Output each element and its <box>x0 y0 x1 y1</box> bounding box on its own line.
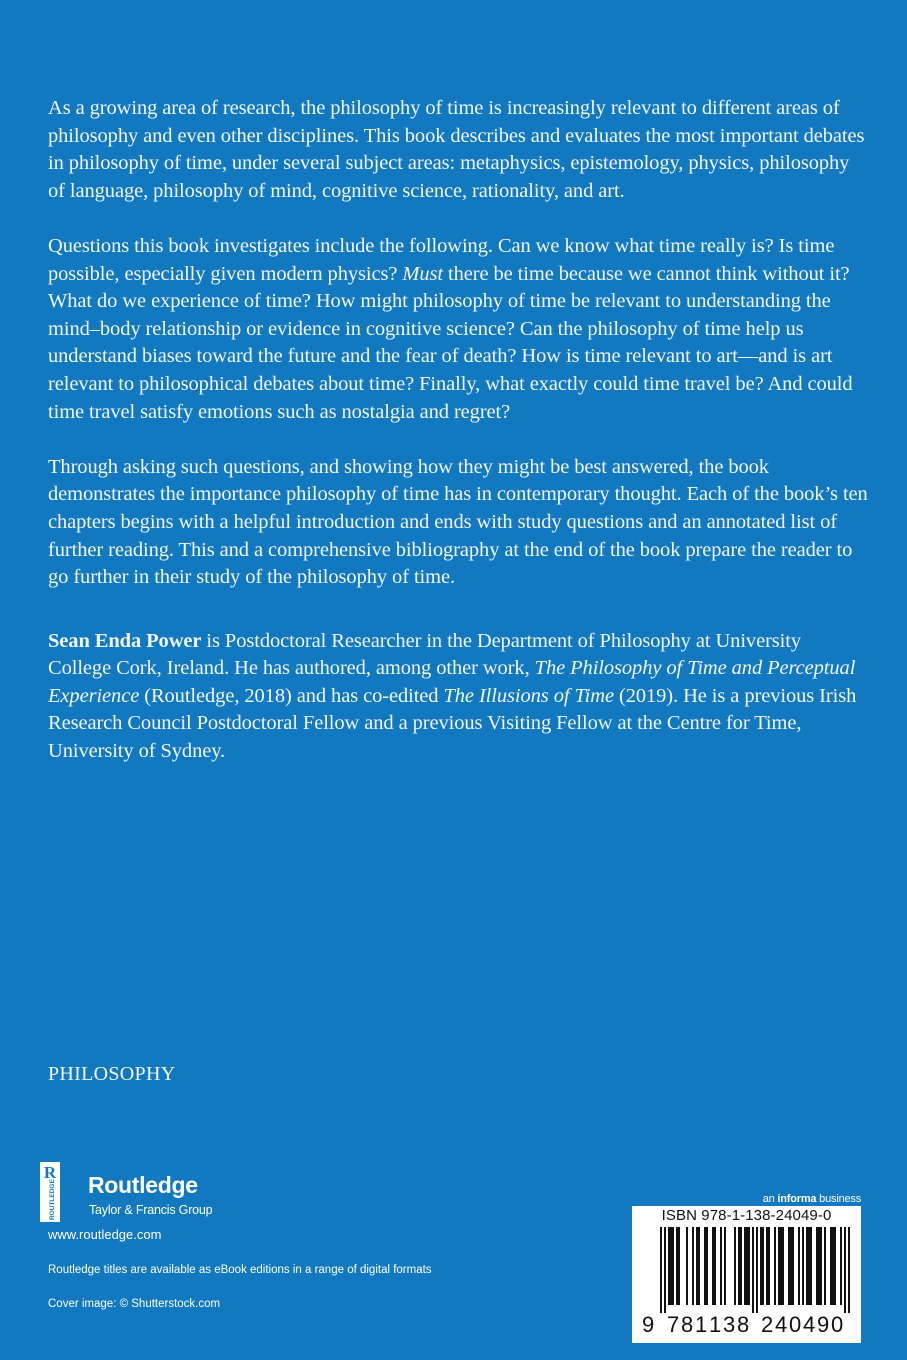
barcode-digit-12: 0 <box>831 1312 844 1337</box>
barcode-bar-43 <box>820 1227 822 1305</box>
barcode-digit-4: 1 <box>709 1312 722 1337</box>
barcode-bar-42 <box>818 1227 820 1305</box>
barcode-bar-21 <box>746 1227 748 1305</box>
publisher-url[interactable]: www.routledge.com <box>48 1227 162 1242</box>
author-name: Sean Enda Power <box>48 629 202 652</box>
informa-prefix: an <box>762 1193 778 1205</box>
author-bio-text-1: is Postdoctoral Researcher in the Department of Philosophy at University College Cork, Ireland. He has authored, among other work, <box>48 629 802 680</box>
barcode-bar-7 <box>686 1227 688 1305</box>
barcode-bar-41 <box>816 1227 818 1305</box>
barcode-bar-47 <box>834 1227 836 1305</box>
barcode-digit-10: 4 <box>803 1312 816 1337</box>
barcode-bar-17 <box>734 1227 736 1305</box>
barcode-bar-35 <box>792 1227 794 1305</box>
barcode-bar-2 <box>668 1227 670 1305</box>
barcode-bar-28 <box>768 1227 770 1305</box>
barcode-digit-0: 9 <box>642 1312 655 1337</box>
isbn-label: ISBN 978-1-138-24049-0 <box>661 1207 832 1224</box>
informa-tagline <box>763 1193 861 1205</box>
barcode-bar-14 <box>714 1227 716 1305</box>
description-paragraph-1: As a growing area of research, the philosophy of time is increasingly relevant to different areas of philosophy and even other disciplines. This book describes and evaluates the most important debates in philosophy of time, under several subject areas: metaphysics, epistemology, physics, philosophy of language, philosophy of mind, cognitive science, rationality, and art. <box>48 97 865 202</box>
barcode-digit-5: 3 <box>723 1312 736 1337</box>
barcode-bar-40 <box>810 1227 812 1305</box>
informa-suffix: business <box>816 1193 861 1205</box>
author-bio-text-3: (2019). He is a previous Irish Research Council Postdoctoral Fellow and a previous Visiting Fellow at the Centre for Time, University of Sydney. <box>48 684 857 763</box>
barcode-bar-25 <box>760 1227 762 1305</box>
barcode-digit-1: 7 <box>667 1312 680 1337</box>
barcode-bar-34 <box>790 1227 792 1305</box>
description-paragraph-3: Through asking such questions, and showing how they might be best answered, the book demonstrates the importance philosophy of time has in contemporary thought. Each of the book’s ten chapters begins with a helpful introduction and ends with study questions and an annotated list of further reading. This and a comprehensive bibliography at the end of the book prepare the reader to go further in their study of the philosophy of time. <box>48 455 868 589</box>
barcode-bar-44 <box>824 1227 826 1305</box>
routledge-logo-icon <box>40 1162 60 1222</box>
description-paragraph-2 <box>48 233 868 426</box>
barcode-bar-9 <box>696 1227 698 1305</box>
barcode-bar-3 <box>670 1227 672 1305</box>
logo-letter: R <box>43 1163 57 1182</box>
subject-category: PHILOSOPHY <box>48 1063 176 1085</box>
barcode-bars-icon <box>638 1227 856 1313</box>
barcode-bar-27 <box>766 1227 768 1305</box>
barcode-digit-7: 2 <box>761 1312 774 1337</box>
barcode-bar-1 <box>664 1227 666 1313</box>
barcode-bar-46 <box>832 1227 834 1305</box>
barcode-bar-13 <box>712 1227 714 1305</box>
barcode-bar-31 <box>780 1227 782 1305</box>
barcode-bar-19 <box>740 1227 742 1305</box>
informa-brand: informa <box>777 1193 817 1205</box>
barcode-bar-20 <box>744 1227 746 1305</box>
publisher-name: Routledge <box>88 1172 198 1198</box>
author-book-2: The Illusions of Time <box>443 684 614 707</box>
cover-blurb <box>48 95 868 793</box>
paragraph-2-part-2: there be time because we cannot think without it? What do we experience of time? How might philosophy of time be relevant to understanding the mind–body relationship or evidence in cognitive science? Can the philosophy of time help us understand biases toward the future and the fear of death? How is time relevant to art—and is art relevant to philosophical debates about time? Finally, what exactly could time travel be? And could time travel satisfy emotions such as nostalgia and regret? <box>48 262 853 423</box>
publisher-logo <box>40 1162 300 1222</box>
barcode-digit-11: 9 <box>817 1312 830 1337</box>
barcode-digit-2: 8 <box>681 1312 694 1337</box>
barcode-bar-26 <box>762 1227 764 1305</box>
barcode-bar-30 <box>778 1227 780 1305</box>
barcode-bar-24 <box>756 1227 758 1313</box>
barcode-bar-15 <box>720 1227 722 1305</box>
barcode-bar-29 <box>774 1227 776 1305</box>
isbn-barcode <box>632 1206 861 1343</box>
barcode-bar-48 <box>840 1227 842 1305</box>
barcode-bar-16 <box>724 1227 726 1305</box>
author-bio-text-2: (Routledge, 2018) and has co-edited <box>139 684 444 707</box>
author-book-1: The Philosophy of Time and Perceptual Experience <box>48 657 856 707</box>
barcode-digit-8: 4 <box>775 1312 788 1337</box>
barcode-bar-6 <box>678 1227 680 1305</box>
logo-vertical-text: ROUTLEDGE <box>49 1179 56 1220</box>
barcode-bar-37 <box>802 1227 804 1305</box>
barcode-bar-32 <box>782 1227 784 1305</box>
barcode-digit-3: 1 <box>695 1312 708 1337</box>
barcode-bar-22 <box>748 1227 750 1305</box>
barcode-bar-5 <box>676 1227 678 1305</box>
barcode-bar-23 <box>752 1227 754 1313</box>
barcode-bar-0 <box>660 1227 662 1313</box>
barcode-bar-18 <box>738 1227 740 1305</box>
barcode-bar-49 <box>844 1227 846 1313</box>
author-bio <box>48 628 868 766</box>
barcode-bar-38 <box>806 1227 808 1305</box>
barcode-bar-12 <box>706 1227 708 1305</box>
barcode-bar-50 <box>848 1227 850 1313</box>
barcode-bar-33 <box>788 1227 790 1305</box>
paragraph-2-part-1: Questions this book investigates include the following. Can we know what time really is? Is time possible, especially given modern physics? <box>48 234 835 285</box>
barcode-bar-8 <box>692 1227 694 1305</box>
barcode-digit-9: 0 <box>789 1312 802 1337</box>
barcode-bar-45 <box>830 1227 832 1305</box>
cover-credit: Cover image: © Shutterstock.com <box>48 1298 221 1310</box>
publisher-group: Taylor & Francis Group <box>89 1203 213 1217</box>
barcode-bar-39 <box>808 1227 810 1305</box>
paragraph-2-emphasis: Must <box>402 262 443 285</box>
barcode-digit-6: 8 <box>737 1312 750 1337</box>
barcode-bar-10 <box>698 1227 700 1305</box>
barcode-bar-4 <box>672 1227 674 1305</box>
barcode-bar-11 <box>704 1227 706 1305</box>
ebook-note: Routledge titles are available as eBook editions in a range of digital formats <box>48 1264 432 1276</box>
barcode-bar-36 <box>798 1227 800 1305</box>
